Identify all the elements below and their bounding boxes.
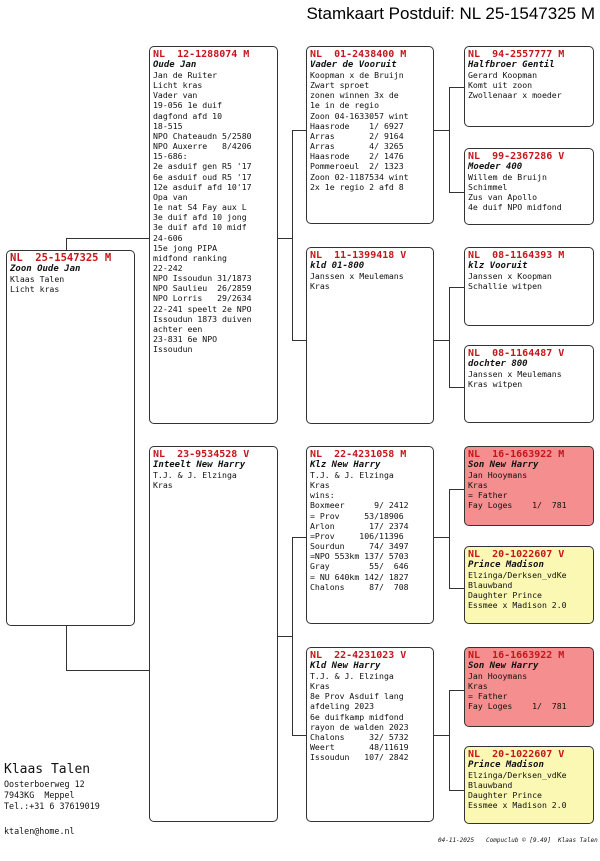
detail-line: 15e jong PIPA	[153, 242, 218, 253]
connector-line	[292, 537, 293, 735]
pigeon-name: klz Vooruit	[468, 261, 528, 271]
connector-line	[434, 537, 449, 538]
ring-number: NL 94-2557777 M	[468, 49, 565, 60]
detail-line: Gerard Koopman	[468, 70, 538, 80]
pigeon-card-ffm[interactable]	[464, 148, 594, 225]
pigeon-details	[468, 770, 590, 811]
detail-line: Boxmeer 9/ 2412	[310, 500, 409, 511]
detail-line: 22-241 speelt 2e NPO	[153, 303, 252, 314]
detail-line: Kras	[153, 480, 173, 491]
detail-line: Zoon 02-1187534 wint	[310, 171, 409, 182]
connector-line	[434, 735, 449, 736]
detail-line: Jan de Ruiter	[153, 70, 218, 80]
footer-software: Compuclub © [9.49]	[486, 837, 552, 844]
pigeon-card-mfm[interactable]	[464, 546, 594, 624]
detail-line: Kras	[310, 480, 330, 491]
pigeon-name: Son New Harry	[468, 661, 539, 671]
pigeon-details	[153, 70, 274, 354]
detail-line: Elzinga/Derksen_vdKe	[468, 570, 567, 580]
detail-line: = NU 640km 142/ 1827	[310, 571, 409, 582]
ring-number: NL 16-1663922 M	[468, 449, 565, 460]
detail-line: achter een	[153, 323, 203, 334]
footer-date: 04-11-2025	[438, 837, 475, 844]
detail-line: Arlon 17/ 2374	[310, 520, 409, 531]
connector-line	[449, 192, 464, 193]
ring-number: NL 22-4231058 M	[310, 449, 407, 460]
detail-line: dagfond afd 10	[153, 110, 223, 121]
connector-line	[292, 130, 293, 340]
breeder-name: Klaas Talen	[4, 762, 91, 777]
ring-number: NL 08-1164393 M	[468, 250, 565, 261]
detail-line: Fay Loges 1/ 781	[468, 701, 567, 712]
connector-line	[449, 287, 450, 387]
detail-line: 2x 1e regio 2 afd 8	[310, 181, 404, 192]
ring-number: NL 20-1022607 V	[468, 549, 565, 560]
detail-line: Klaas Talen	[10, 274, 65, 284]
ring-number: NL 12-1288074 M	[153, 49, 250, 60]
breeder-email: ktalen@home.nl	[4, 826, 75, 836]
connector-line	[449, 387, 464, 388]
detail-line: Issoudun	[153, 344, 193, 355]
connector-line	[449, 690, 450, 790]
detail-line: Arras 4/ 3265	[310, 141, 404, 152]
detail-line: NPO Lorris 29/2634	[153, 293, 252, 304]
connector-line	[449, 690, 464, 691]
detail-line: Willem de Bruijn	[468, 172, 547, 182]
connector-line	[292, 735, 306, 736]
detail-line: Janssen x Meulemans	[468, 369, 562, 379]
connector-line	[449, 588, 464, 589]
detail-line: Opa van	[153, 191, 188, 202]
detail-line: Essmee x Madison 2.0	[468, 600, 567, 611]
connector-line	[66, 670, 149, 671]
connector-line	[66, 238, 67, 250]
detail-line: Kras	[468, 480, 488, 491]
detail-line: Koopman x de Bruijn	[310, 70, 404, 80]
detail-line: Schallie witpen	[468, 281, 542, 292]
detail-line: Licht kras	[153, 80, 203, 91]
pigeon-card-fm[interactable]	[306, 247, 434, 424]
pigeon-name: Prince Madison	[468, 560, 544, 570]
detail-line: NPO Auxerre 8/4206	[153, 141, 252, 152]
detail-line: Daughter Prince	[468, 590, 542, 601]
connector-line	[292, 130, 306, 131]
pigeon-name: dochter 800	[468, 359, 528, 369]
detail-line: zonen winnen 3x de	[310, 90, 399, 101]
detail-line: Elzinga/Derksen_vdKe	[468, 770, 567, 780]
breeder-postcode: 7943KG Meppel	[4, 790, 75, 800]
detail-line: =Prov 106/11396	[310, 530, 404, 541]
detail-line: Kras	[310, 281, 330, 292]
pigeon-card-fmf[interactable]	[464, 247, 594, 326]
connector-line	[449, 489, 464, 490]
detail-line: = Father	[468, 490, 508, 501]
pigeon-card-mmf[interactable]	[464, 647, 594, 727]
detail-line: Komt uit zoon	[468, 80, 533, 91]
detail-line: Blauwband	[468, 780, 513, 791]
detail-line: afdeling 2023	[310, 701, 375, 712]
detail-line: Blauwband	[468, 580, 513, 591]
pigeon-card-fff[interactable]	[464, 46, 594, 127]
pigeon-card-mmm[interactable]	[464, 746, 594, 824]
detail-line: T.J. & J. Elzinga	[310, 470, 394, 480]
connector-line	[434, 340, 449, 341]
detail-line: Daughter Prince	[468, 790, 542, 801]
connector-line	[278, 636, 292, 637]
pigeon-card-ff[interactable]	[306, 46, 434, 224]
detail-line: T.J. & J. Elzinga	[310, 671, 394, 681]
connector-line	[449, 489, 450, 588]
detail-line: Pommeroeul 2/ 1323	[310, 161, 404, 172]
pigeon-details	[468, 369, 590, 389]
ring-number: NL 99-2367286 V	[468, 151, 565, 162]
detail-line: Chalons 87/ 708	[310, 581, 409, 592]
connector-line	[449, 790, 464, 791]
pigeon-card-fmm[interactable]	[464, 345, 594, 423]
detail-line: Fay Loges 1/ 781	[468, 500, 567, 511]
ring-number: NL 20-1022607 V	[468, 749, 565, 760]
breeder-address: Oosterboerweg 12	[4, 779, 85, 789]
detail-line: =NPO 553km 137/ 5703	[310, 551, 409, 562]
pigeon-card-father[interactable]	[149, 46, 278, 424]
breeder-phone: Tel.:+31 6 37619019	[4, 801, 100, 811]
pigeon-card-mm[interactable]	[306, 647, 434, 822]
detail-line: Issoudun 1873 duiven	[153, 313, 252, 324]
detail-line: 6e asduif oud R5 '17	[153, 171, 252, 182]
pigeon-name: Halfbroer Gentil	[468, 60, 555, 70]
connector-line	[278, 238, 292, 239]
pigeon-details	[310, 470, 430, 592]
detail-line: 1e nat S4 Fay aux L	[153, 202, 247, 213]
pigeon-name: Son New Harry	[468, 460, 539, 470]
detail-line: 15-686:	[153, 151, 188, 162]
pigeon-details	[310, 671, 430, 762]
ring-number: NL 23-9534528 V	[153, 449, 250, 460]
detail-line: Janssen x Meulemans	[310, 271, 404, 281]
connector-line	[449, 87, 464, 88]
pigeon-card-mff[interactable]	[464, 446, 594, 526]
detail-line: Haasrode 2/ 1476	[310, 151, 404, 162]
ring-number: NL 08-1164487 V	[468, 348, 565, 359]
detail-line: 23-831 6e NPO	[153, 334, 218, 345]
pigeon-name: Prince Madison	[468, 760, 544, 770]
connector-line	[434, 130, 449, 131]
detail-line: 8e Prov Asduif lang	[310, 691, 404, 702]
detail-line: 18-515	[153, 120, 183, 131]
detail-line: 22-242	[153, 262, 183, 273]
connector-line	[66, 626, 67, 670]
detail-line: Weert 48/11619	[310, 742, 409, 753]
connector-line	[449, 287, 464, 288]
connector-line	[66, 238, 149, 239]
pigeon-details	[468, 671, 590, 712]
detail-line: Zoon 04-1633057 wint	[310, 110, 409, 121]
pigeon-details	[468, 570, 590, 611]
pigeon-card-mf[interactable]	[306, 446, 434, 624]
pigeon-name: Moeder 400	[468, 162, 523, 172]
connector-line	[292, 537, 306, 538]
pigeon-details	[468, 70, 590, 100]
detail-line: T.J. & J. Elzinga	[153, 470, 237, 480]
pigeon-name: Zoon Oude Jan	[10, 264, 81, 274]
detail-line: Haasrode 1/ 6927	[310, 120, 404, 131]
connector-line	[292, 340, 306, 341]
detail-line: Kras witpen	[468, 379, 523, 390]
detail-line: 12e asduif afd 10'17	[153, 181, 252, 192]
detail-line: Jan Hooymans	[468, 671, 528, 681]
ring-number: NL 16-1663922 M	[468, 650, 565, 661]
detail-line: Arras 2/ 9164	[310, 130, 404, 141]
detail-line: 3e duif afd 10 jong	[153, 212, 247, 223]
detail-line: NPO Saulieu 26/2859	[153, 283, 252, 294]
pigeon-details	[153, 470, 274, 490]
detail-line: Janssen x Koopman	[468, 271, 552, 281]
detail-line: Schimmel	[468, 182, 508, 193]
detail-line: = Father	[468, 691, 508, 702]
detail-line: 4e duif NPO midfond	[468, 202, 562, 213]
detail-line: 24-606	[153, 232, 183, 243]
pigeon-details	[10, 274, 131, 294]
pigeon-card-subject[interactable]	[6, 250, 135, 626]
ring-number: NL 11-1399418 V	[310, 250, 407, 261]
detail-line: = Prov 53/18906	[310, 510, 404, 521]
detail-line: Chalons 32/ 5732	[310, 731, 409, 742]
detail-line: Jan Hooymans	[468, 470, 528, 480]
pigeon-details	[468, 172, 590, 213]
detail-line: 2e asduif gen R5 '17	[153, 161, 252, 172]
detail-line: 1e in de regio	[310, 100, 380, 111]
detail-line: Zwart sproet	[310, 80, 370, 91]
detail-line: 3e duif afd 10 midf	[153, 222, 247, 233]
pigeon-name: kld 01-800	[310, 261, 365, 271]
ring-number: NL 01-2438400 M	[310, 49, 407, 60]
pigeon-name: Oude Jan	[153, 60, 197, 70]
detail-line: Sourdun 74/ 3497	[310, 541, 409, 552]
detail-line: 6e duifkamp midfond	[310, 711, 404, 722]
detail-line: Zus van Apollo	[468, 192, 538, 203]
pigeon-name: Kld New Harry	[310, 661, 381, 671]
footer-owner: Klaas Talen	[558, 837, 598, 844]
detail-line: NPO Issoudun 31/1873	[153, 273, 252, 284]
pigeon-name: Klz New Harry	[310, 460, 381, 470]
detail-line: Gray 55/ 646	[310, 561, 409, 572]
detail-line: Essmee x Madison 2.0	[468, 800, 567, 811]
detail-line: Licht kras	[10, 284, 60, 295]
detail-line: wins:	[310, 490, 335, 501]
detail-line: NPO Chateaudn 5/2580	[153, 130, 252, 141]
pigeon-details	[310, 70, 430, 192]
detail-line: Vader van	[153, 90, 198, 101]
ring-number: NL 25-1547325 M	[10, 252, 112, 264]
pigeon-details	[310, 271, 430, 291]
page-title: Stamkaart Postduif: NL 25-1547325 M	[306, 4, 595, 23]
detail-line: 19-056 1e duif	[153, 100, 223, 111]
detail-line: Kras	[468, 681, 488, 692]
ring-number: NL 22-4231023 V	[310, 650, 407, 661]
detail-line: midfond ranking	[153, 252, 227, 263]
pigeon-name: Vader de Vooruit	[310, 60, 397, 70]
detail-line: Zwollenaar x moeder	[468, 90, 562, 101]
detail-line: Issoudun 107/ 2842	[310, 752, 409, 763]
connector-line	[449, 87, 450, 192]
pigeon-details	[468, 470, 590, 511]
pigeon-name: Inteelt New Harry	[153, 460, 246, 470]
pigeon-details	[468, 271, 590, 291]
detail-line: rayon de walden 2023	[310, 721, 409, 732]
pigeon-card-mother[interactable]	[149, 446, 278, 822]
detail-line: Kras	[310, 681, 330, 692]
